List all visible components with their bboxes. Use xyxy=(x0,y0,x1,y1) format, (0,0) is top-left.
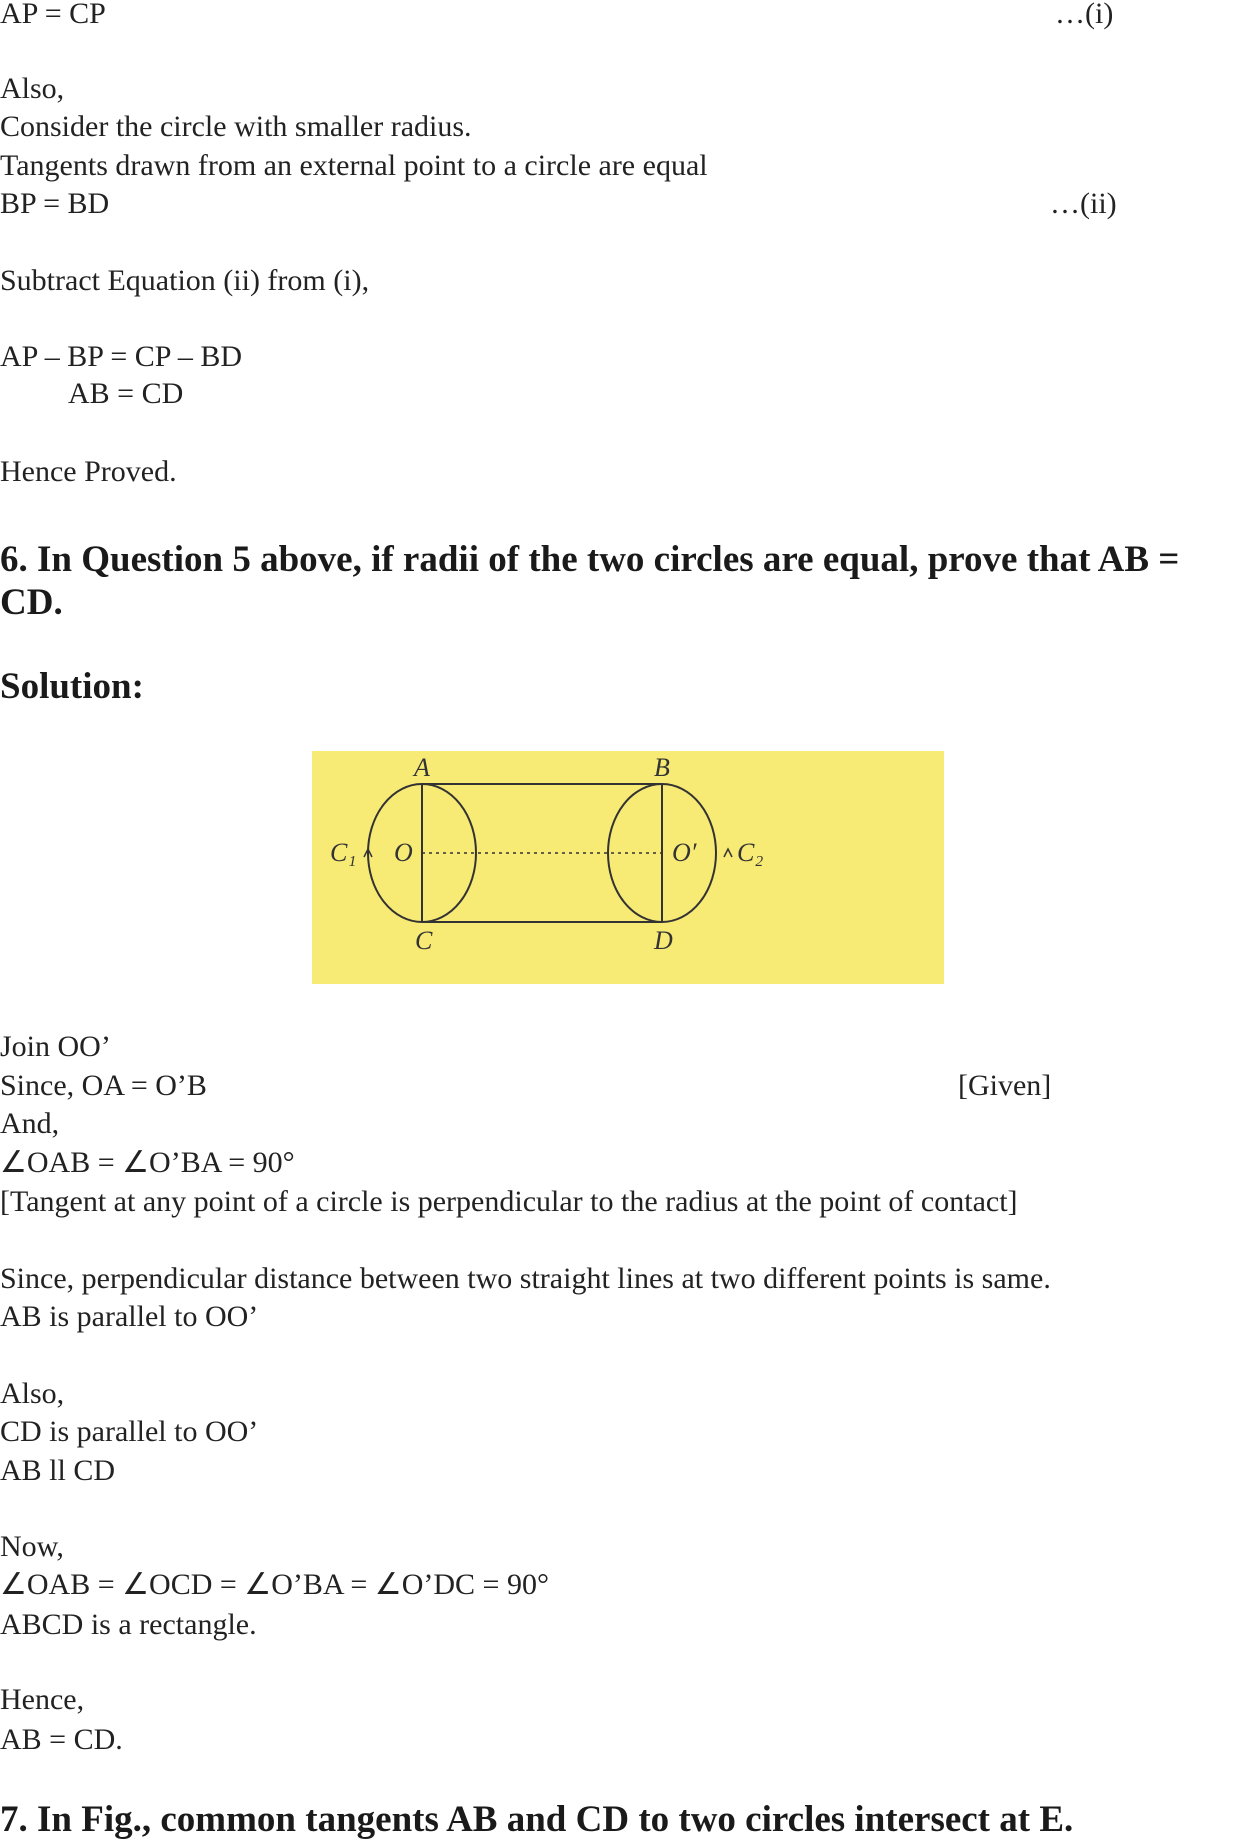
equation-tag-i: …(i) xyxy=(1055,0,1114,30)
svg-text:C₁: C₁ xyxy=(330,838,357,867)
equation-ap-cp: AP = CP xyxy=(0,0,106,30)
svg-text:C: C xyxy=(415,926,433,955)
text-hence-proved: Hence Proved. xyxy=(0,455,177,488)
question-7-title: 7. In Fig., common tangents AB and CD to two circles intersect at E. xyxy=(0,1799,1074,1840)
line-angles: ∠OAB = ∠O’BA = 90° xyxy=(0,1146,295,1179)
equation-bp-bd: BP = BD xyxy=(0,187,110,220)
svg-text:C₂: C₂ xyxy=(737,838,764,867)
equation-difference: AP – BP = CP – BD xyxy=(0,340,242,373)
given-tag: [Given] xyxy=(958,1069,1052,1102)
line-since-oa: Since, OA = O’B xyxy=(0,1069,207,1102)
text-tangents: Tangents drawn from an external point to a circle are equal xyxy=(0,149,708,182)
text-consider: Consider the circle with smaller radius. xyxy=(0,110,472,143)
line-conclusion: AB = CD. xyxy=(0,1723,123,1756)
svg-text:B: B xyxy=(654,753,670,782)
svg-text:D: D xyxy=(654,926,673,955)
equation-ab-cd: AB = CD xyxy=(68,377,184,410)
line-join: Join OO’ xyxy=(0,1030,111,1063)
line-cd-parallel: CD is parallel to OO’ xyxy=(0,1415,259,1448)
line-ab-parallel: AB is parallel to OO’ xyxy=(0,1300,259,1333)
two-circles-figure xyxy=(312,751,944,984)
line-also: Also, xyxy=(0,1377,65,1410)
equation-tag-ii: …(ii) xyxy=(1050,187,1117,220)
text-also: Also, xyxy=(0,72,65,105)
line-all-angles: ∠OAB = ∠OCD = ∠O’BA = ∠O’DC = 90° xyxy=(0,1568,549,1601)
svg-text:O′: O′ xyxy=(672,838,697,867)
line-rectangle: ABCD is a rectangle. xyxy=(0,1608,257,1641)
svg-text:O: O xyxy=(394,838,413,867)
question-6-title-cont: CD. xyxy=(0,582,63,623)
line-tangent-reason: [Tangent at any point of a circle is perpendicular to the radius at the point of contact] xyxy=(0,1185,1018,1218)
line-ab-ll-cd: AB ll CD xyxy=(0,1454,116,1487)
line-hence: Hence, xyxy=(0,1683,85,1716)
text-subtract: Subtract Equation (ii) from (i), xyxy=(0,264,370,297)
line-perpendicular: Since, perpendicular distance between two straight lines at two different points is same. xyxy=(0,1262,1051,1295)
question-6-title: 6. In Question 5 above, if radii of the two circles are equal, prove that AB = xyxy=(0,539,1180,580)
line-and: And, xyxy=(0,1107,60,1140)
solution-heading: Solution: xyxy=(0,666,144,707)
svg-text:A: A xyxy=(414,753,430,782)
line-now: Now, xyxy=(0,1530,64,1563)
